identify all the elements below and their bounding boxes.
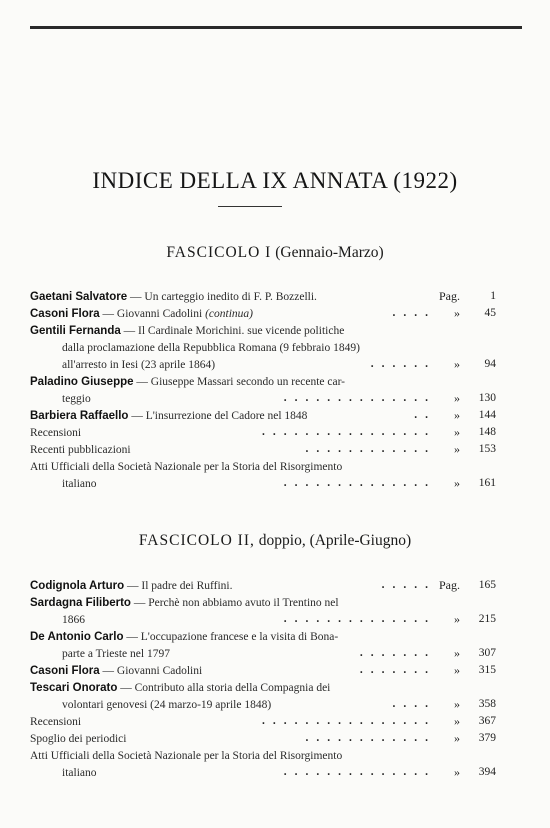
entry-line	[30, 373, 496, 390]
entry-author: Paladino Giuseppe	[30, 376, 134, 388]
index-entry	[30, 458, 496, 492]
entry-title: teggio	[62, 393, 91, 405]
page-marker: »	[454, 357, 460, 371]
entry-title: — Giovanni Cadolini	[99, 665, 203, 677]
entry-title: — L'occupazione francese e la visita di Bona-	[123, 631, 339, 643]
section-heading-fasc: FASCICOLO II,	[138, 532, 255, 549]
index-entry	[30, 662, 496, 679]
entry-heading-text: Atti Ufficiali della Società Nazionale per la Storia del Risorgimento	[30, 461, 343, 473]
dot-leader: ............	[305, 732, 436, 744]
index-entry	[30, 288, 496, 305]
page-number: 394	[478, 766, 496, 778]
page-marker: »	[454, 646, 460, 660]
page-marker: »	[454, 697, 460, 711]
entry-line	[30, 679, 496, 696]
entry-heading-text: Spoglio dei periodici	[30, 733, 127, 745]
page-marker: »	[454, 425, 460, 439]
index-entry	[30, 628, 496, 662]
page-title: INDICE DELLA IX ANNATA (1922)	[92, 168, 458, 193]
entry-title: italiano	[62, 478, 97, 490]
title-divider	[218, 206, 282, 207]
entry-author: De Antonio Carlo	[30, 631, 124, 643]
dot-leader: ................	[262, 715, 436, 727]
entry-author: Gaetani Salvatore	[30, 291, 128, 303]
dot-leader: ..............	[283, 613, 436, 625]
entry-title: dalla proclamazione della Repubblica Romana (9 febbraio 1849)	[62, 342, 360, 354]
section-heading-period: (Gennaio-Marzo)	[275, 244, 384, 261]
entry-title: — Un carteggio inedito di F. P. Bozzelli.	[127, 291, 317, 303]
index-entry	[30, 577, 496, 594]
entry-heading-text: Recensioni	[30, 716, 82, 728]
entry-line	[30, 611, 496, 628]
entry-line	[30, 322, 496, 339]
top-rule	[30, 26, 522, 29]
entry-line	[30, 458, 496, 475]
index-entry	[30, 730, 496, 747]
entry-title: — Il Cardinale Morichini. sue vicende politiche	[120, 325, 345, 337]
entry-line	[30, 407, 496, 424]
entry-title: italiano	[62, 767, 97, 779]
entry-heading-text: Atti Ufficiali della Società Nazionale per la Storia del Risorgimento	[30, 750, 343, 762]
entry-line	[30, 390, 496, 407]
dot-leader: ................	[262, 426, 436, 438]
entry-heading-text: Recenti pubblicazioni	[30, 444, 131, 456]
section-heading-1	[0, 244, 550, 262]
page-number: 130	[478, 392, 496, 404]
index-entry	[30, 747, 496, 781]
dot-leader: ..............	[283, 477, 436, 489]
entry-title: — Giuseppe Massari secondo un recente car-	[133, 376, 346, 388]
index-list-2	[30, 577, 496, 781]
page-marker: »	[454, 731, 460, 745]
entry-line	[30, 577, 496, 594]
entry-author: Tescari Onorato	[30, 682, 118, 694]
entry-line	[30, 356, 496, 373]
entry-line	[30, 288, 496, 305]
entry-line	[30, 424, 496, 441]
dot-leader: ............	[305, 443, 436, 455]
page-number: 215	[478, 613, 496, 625]
page-number: 161	[478, 477, 496, 489]
entry-title: — Perchè non abbiamo avuto il Trentino nel	[130, 597, 339, 609]
page-marker: »	[454, 476, 460, 490]
dot-leader: .....	[381, 579, 436, 591]
entry-line	[30, 645, 496, 662]
entry-author: Barbiera Raffaello	[30, 410, 129, 422]
page-number: 1	[490, 290, 496, 302]
page-marker: Pag.	[439, 578, 460, 592]
entry-heading-text: Recensioni	[30, 427, 82, 439]
entry-line	[30, 713, 496, 730]
entry-note: (continua)	[205, 308, 253, 320]
page-marker: »	[454, 765, 460, 779]
index-entry	[30, 594, 496, 628]
entry-line	[30, 662, 496, 679]
entry-author: Codignola Arturo	[30, 580, 125, 592]
page-marker: »	[454, 306, 460, 320]
entry-title: — Contributo alla storia della Compagnia dei	[117, 682, 331, 694]
page-number: 307	[478, 647, 496, 659]
page-number: 148	[478, 426, 496, 438]
section-heading-2	[0, 532, 550, 550]
entry-line	[30, 339, 496, 356]
page-number: 144	[478, 409, 496, 421]
index-entry	[30, 713, 496, 730]
page-marker: »	[454, 442, 460, 456]
index-entry	[30, 441, 496, 458]
dot-leader: ..	[414, 409, 436, 421]
dot-leader: ....	[392, 307, 436, 319]
dot-leader: ......	[370, 358, 436, 370]
entry-title: — Il padre dei Ruffini.	[124, 580, 233, 592]
entry-title: all'arresto in Iesi (23 aprile 1864)	[62, 359, 216, 371]
section-heading-period: doppio, (Aprile-Giugno)	[258, 532, 412, 549]
page-marker: »	[454, 408, 460, 422]
index-entry	[30, 424, 496, 441]
entry-line	[30, 747, 496, 764]
page-number: 315	[478, 664, 496, 676]
entry-line	[30, 594, 496, 611]
entry-title: volontari genovesi (24 marzo-19 aprile 1848)	[62, 699, 272, 711]
dot-leader: ....	[392, 698, 436, 710]
section-heading-fasc: FASCICOLO I	[166, 244, 272, 261]
entry-title: — L'insurrezione del Cadore nel 1848	[128, 410, 308, 422]
entry-line	[30, 764, 496, 781]
page-marker: Pag.	[439, 289, 460, 303]
index-entry	[30, 407, 496, 424]
entry-author: Casoni Flora	[30, 308, 100, 320]
entry-author: Gentili Fernanda	[30, 325, 121, 337]
page-number: 367	[478, 715, 496, 727]
entry-author: Sardagna Filiberto	[30, 597, 131, 609]
page-marker: »	[454, 663, 460, 677]
index-entry	[30, 322, 496, 373]
entry-line	[30, 441, 496, 458]
index-entry	[30, 305, 496, 322]
index-entry	[30, 373, 496, 407]
page-marker: »	[454, 391, 460, 405]
entry-line	[30, 696, 496, 713]
page-number: 94	[484, 358, 496, 370]
dot-leader: .......	[359, 647, 436, 659]
page-marker: »	[454, 612, 460, 626]
entry-line	[30, 475, 496, 492]
dot-leader: .......	[359, 664, 436, 676]
index-entry	[30, 679, 496, 713]
page-number: 45	[484, 307, 496, 319]
page-marker: »	[454, 714, 460, 728]
entry-author: Casoni Flora	[30, 665, 100, 677]
dot-leader: ..............	[283, 392, 436, 404]
entry-title: parte a Trieste nel 1797	[62, 648, 170, 660]
index-list-1	[30, 288, 496, 492]
page-number: 379	[478, 732, 496, 744]
page-number: 165	[478, 579, 496, 591]
entry-title: 1866	[62, 614, 85, 626]
page-number: 153	[478, 443, 496, 455]
page-number: 358	[478, 698, 496, 710]
entry-title: — Giovanni Cadolini	[99, 308, 206, 320]
dot-leader: ..............	[283, 766, 436, 778]
entry-line	[30, 305, 496, 322]
entry-line	[30, 730, 496, 747]
entry-line	[30, 628, 496, 645]
